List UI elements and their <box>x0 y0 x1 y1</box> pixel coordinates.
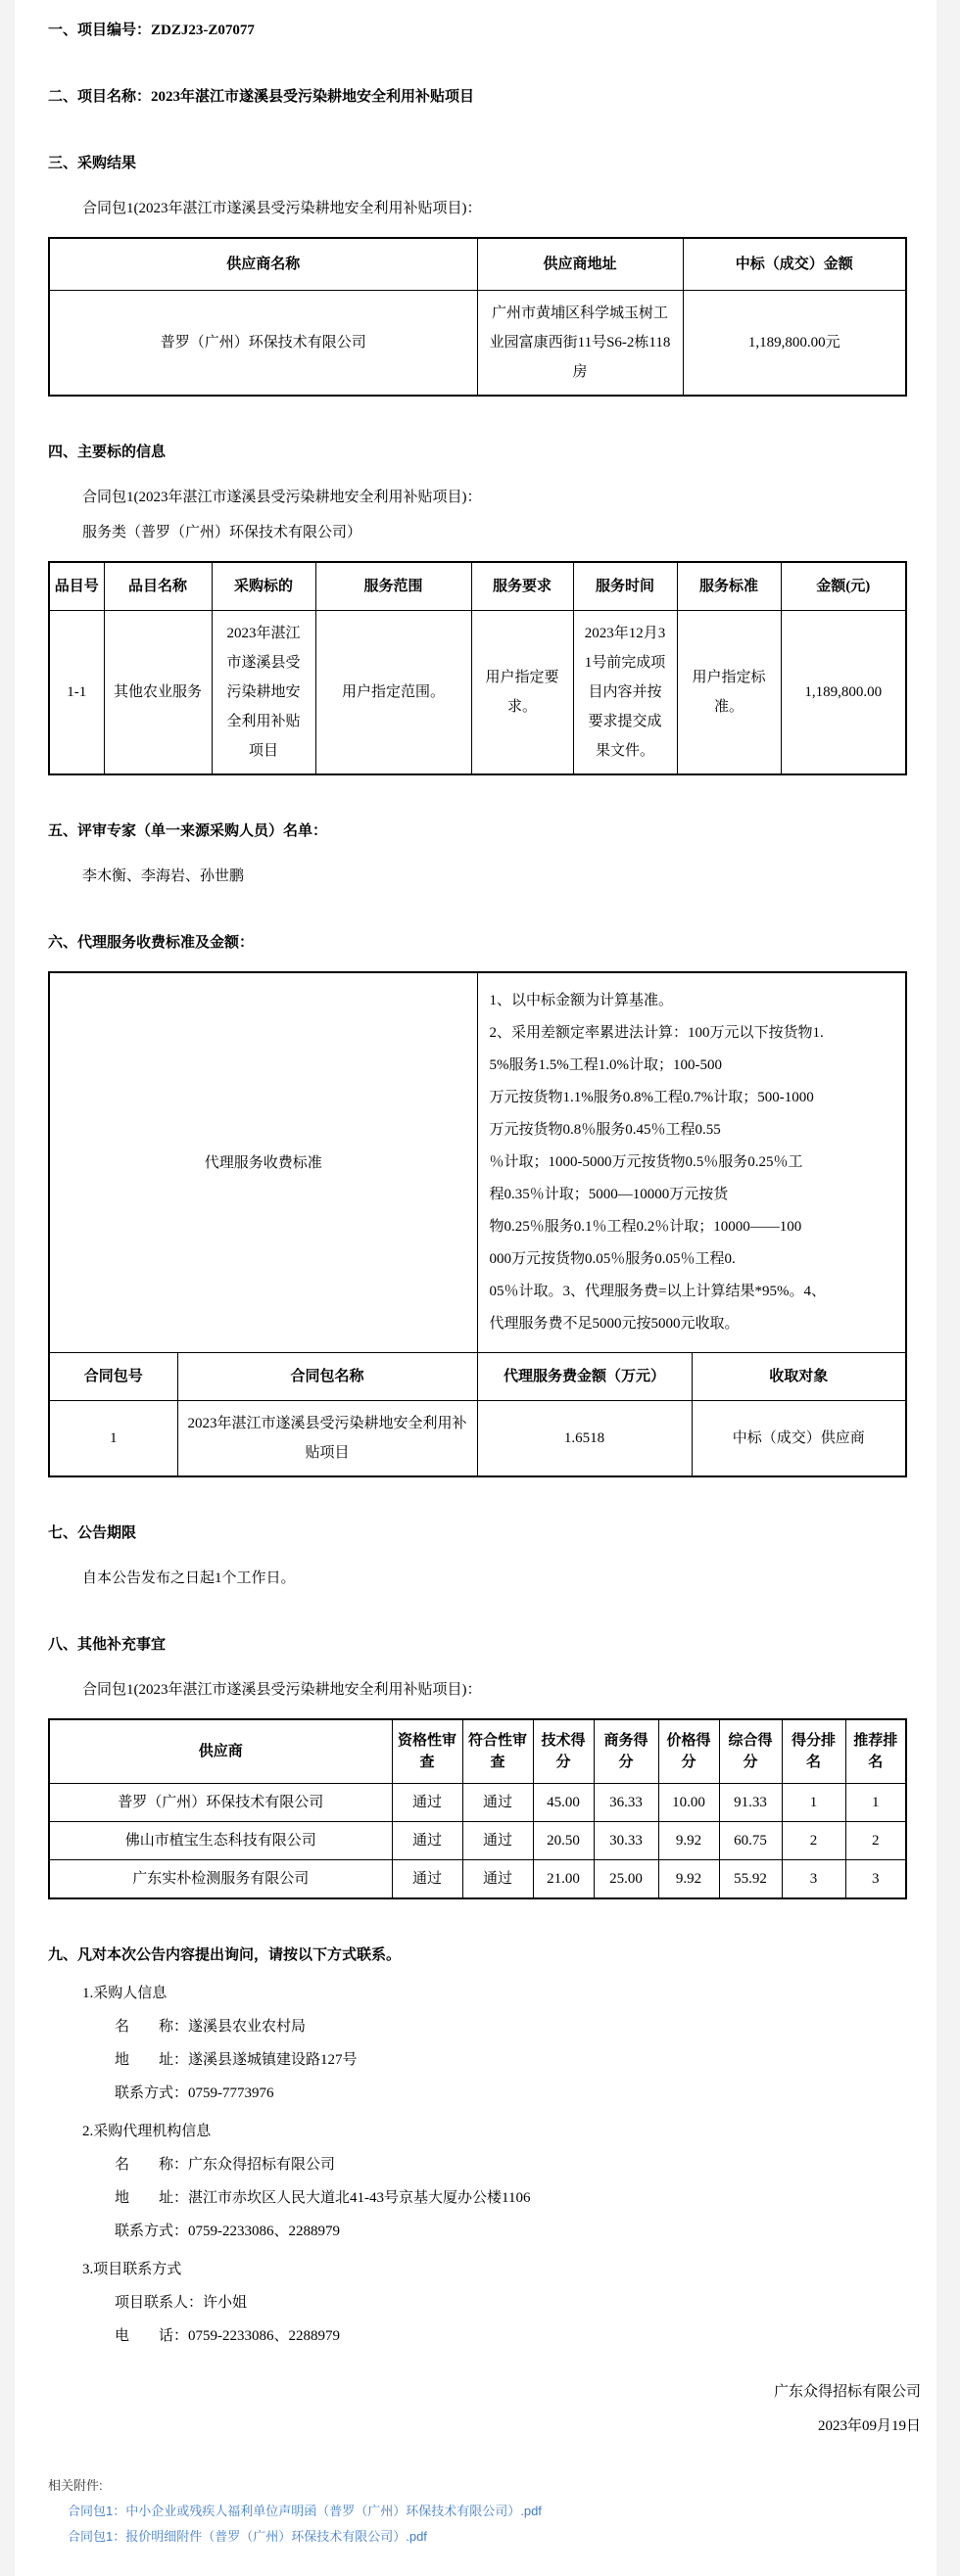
award-amount-cell: 1,189,800.00元 <box>683 291 906 397</box>
business-score-cell: 36.33 <box>594 1784 658 1822</box>
overall-score-cell: 55.92 <box>719 1860 782 1899</box>
fee-standard-line: 代理服务费不足5000元按5000元收取。 <box>489 1316 740 1332</box>
related-attachments-section <box>48 2476 921 2547</box>
supplier-score-table <box>48 1718 907 1899</box>
purchaser-name-value: 遂溪县农业农村局 <box>188 2019 307 2035</box>
qualification-cell: 通过 <box>392 1860 462 1899</box>
business-score-cell: 30.33 <box>594 1822 658 1860</box>
charged-party-cell: 中标（成交）供应商 <box>692 1401 906 1477</box>
price-score-cell: 10.00 <box>658 1784 719 1822</box>
agency-contact-value: 0759-2233086、2288979 <box>188 2224 341 2239</box>
col-header-technical-score: 技术得分 <box>533 1719 594 1784</box>
related-attachments-label: 相关附件: <box>48 2478 103 2493</box>
signature-date: 2023年09月19日 <box>817 2418 921 2434</box>
purchaser-contact-line <box>115 2084 921 2104</box>
table-row <box>49 1784 906 1822</box>
supplier-cell: 普罗（广州）环保技术有限公司 <box>49 1784 392 1822</box>
project-phone-value: 0759-2233086、2288979 <box>188 2328 341 2344</box>
procurement-result-table <box>48 237 907 397</box>
conformity-cell: 通过 <box>462 1860 533 1899</box>
table-row <box>49 1401 906 1477</box>
agency-contact-label: 联系方式： <box>115 2224 189 2239</box>
col-header-service-time: 服务时间 <box>573 562 677 611</box>
recommend-rank-cell: 3 <box>845 1860 906 1899</box>
table-row <box>49 611 906 775</box>
table-header-row <box>49 1353 906 1401</box>
section-5-experts-heading: 五、评审专家（单一来源采购人员）名单： <box>48 823 328 839</box>
agency-address-label: 地 址： <box>115 2190 189 2206</box>
col-header-charged-party: 收取对象 <box>692 1353 906 1401</box>
project-contact-title: 3.项目联系方式 <box>82 2262 182 2277</box>
service-scope-cell: 用户指定范围。 <box>315 611 471 775</box>
col-header-amount: 金额(元) <box>781 562 906 611</box>
section-4-subject-info-heading: 四、主要标的信息 <box>48 445 167 460</box>
col-header-package-no: 合同包号 <box>49 1353 177 1401</box>
section-4-category-line: 服务类（普罗（广州）环保技术有限公司） <box>82 525 362 540</box>
fee-standard-line: 万元按货物1.1%服务0.8%工程0.7%计取；500-1000 <box>489 1090 814 1105</box>
col-header-item-no: 品目号 <box>49 562 104 611</box>
fee-standard-label-cell: 代理服务收费标准 <box>49 972 477 1353</box>
col-header-business-score: 商务得分 <box>594 1719 658 1784</box>
overall-score-cell: 91.33 <box>719 1784 782 1822</box>
project-person-label: 项目联系人： <box>115 2295 204 2311</box>
col-header-service-requirement: 服务要求 <box>471 562 573 611</box>
recommend-rank-cell: 1 <box>845 1784 906 1822</box>
conformity-cell: 通过 <box>462 1822 533 1860</box>
agency-address-value: 湛江市赤坎区人民大道北41-43号京基大厦办公楼1106 <box>188 2190 531 2206</box>
technical-score-cell: 45.00 <box>533 1784 594 1822</box>
item-name-cell: 其他农业服务 <box>104 611 212 775</box>
table-row <box>49 1860 906 1899</box>
col-header-supplier: 供应商 <box>49 1719 392 1784</box>
col-header-overall-score: 综合得分 <box>719 1719 782 1784</box>
col-header-service-standard: 服务标准 <box>677 562 781 611</box>
agency-address-line <box>115 2188 921 2209</box>
supplier-cell: 佛山市植宝生态科技有限公司 <box>49 1822 392 1860</box>
col-header-supplier-address: 供应商地址 <box>477 238 683 291</box>
project-phone-line <box>115 2326 921 2347</box>
section-3-package-line: 合同包1(2023年湛江市遂溪县受污染耕地安全利用补贴项目)： <box>82 201 482 216</box>
technical-score-cell: 20.50 <box>533 1822 594 1860</box>
purchaser-address-value: 遂溪县遂城镇建设路127号 <box>188 2052 358 2068</box>
package-no-cell: 1 <box>49 1401 177 1477</box>
fee-standard-line: 05％计取。3、代理服务费=以上计算结果*95%。4、 <box>489 1284 826 1299</box>
service-standard-cell: 用户指定标准。 <box>677 611 781 775</box>
fee-standard-text-cell <box>477 972 906 1353</box>
col-header-fee-amount: 代理服务费金额（万元） <box>477 1353 692 1401</box>
project-phone-label: 电 话： <box>115 2328 189 2344</box>
section-8-package-line: 合同包1(2023年湛江市遂溪县受污染耕地安全利用补贴项目)： <box>82 1682 482 1698</box>
amount-cell: 1,189,800.00 <box>781 611 906 775</box>
col-header-supplier-name: 供应商名称 <box>49 238 477 291</box>
purchaser-name-label: 名 称： <box>115 2019 189 2035</box>
purchaser-info-title: 1.采购人信息 <box>82 1986 168 2001</box>
package-name-cell: 2023年湛江市遂溪县受污染耕地安全利用补贴项目 <box>177 1401 477 1477</box>
conformity-cell: 通过 <box>462 1784 533 1822</box>
supplier-name-cell: 普罗（广州）环保技术有限公司 <box>49 291 477 397</box>
col-header-recommend-rank: 推荐排名 <box>845 1719 906 1784</box>
experts-names: 李木衡、李海岩、孙世鹏 <box>82 868 245 884</box>
announcement-document <box>15 0 936 2576</box>
fee-standard-line: 程0.35％计取；5000—10000万元按货 <box>489 1187 729 1202</box>
table-header-row <box>49 238 906 291</box>
project-person-value: 许小姐 <box>203 2295 248 2311</box>
agency-name-line <box>115 2155 921 2176</box>
attachment-link-quotation-detail-pdf[interactable]: 合同包1：报价明细附件（普罗（广州）环保技术有限公司）.pdf <box>68 2529 427 2544</box>
price-score-cell: 9.92 <box>658 1822 719 1860</box>
table-header-row <box>49 562 906 611</box>
col-header-score-rank: 得分排名 <box>782 1719 845 1784</box>
col-header-package-name: 合同包名称 <box>177 1353 477 1401</box>
purchaser-address-label: 地 址： <box>115 2052 189 2068</box>
business-score-cell: 25.00 <box>594 1860 658 1899</box>
section-1-project-number-heading: 一、项目编号：ZDZJ23-Z07077 <box>48 23 255 38</box>
table-row <box>49 291 906 397</box>
item-no-cell: 1-1 <box>49 611 104 775</box>
signature-block <box>48 2382 921 2437</box>
fee-standard-line: 2、采用差额定率累进法计算：100万元以下按货物1. <box>489 1025 824 1041</box>
signature-organization: 广东众得招标有限公司 <box>773 2384 921 2400</box>
qualification-cell: 通过 <box>392 1784 462 1822</box>
agency-name-label: 名 称： <box>115 2157 189 2173</box>
agency-contact-line <box>115 2222 921 2242</box>
technical-score-cell: 21.00 <box>533 1860 594 1899</box>
supplier-cell: 广东实朴检测服务有限公司 <box>49 1860 392 1899</box>
fee-standard-line: 1、以中标金额为计算基准。 <box>489 993 674 1008</box>
section-6-agency-fee-heading: 六、代理服务收费标准及金额： <box>48 935 255 951</box>
service-requirement-cell: 用户指定要求。 <box>471 611 573 775</box>
purchaser-name-line <box>115 2017 921 2037</box>
fee-standard-line: 万元按货物0.8％服务0.45％工程0.55 <box>489 1122 721 1138</box>
section-4-package-line: 合同包1(2023年湛江市遂溪县受污染耕地安全利用补贴项目)： <box>82 490 482 505</box>
section-9-contact-heading: 九、凡对本次公告内容提出询问，请按以下方式联系。 <box>48 1947 402 1963</box>
section-2-project-name-heading: 二、项目名称：2023年湛江市遂溪县受污染耕地安全利用补贴项目 <box>48 89 475 105</box>
purchaser-contact-label: 联系方式： <box>115 2085 189 2101</box>
section-7-announcement-period-heading: 七、公告期限 <box>48 1525 137 1541</box>
col-header-conformity-review: 符合性审查 <box>462 1719 533 1784</box>
agency-name-value: 广东众得招标有限公司 <box>188 2157 336 2173</box>
procurement-subject-cell: 2023年湛江市遂溪县受污染耕地安全利用补贴项目 <box>212 611 315 775</box>
supplier-address-cell: 广州市黄埔区科学城玉树工业园富康西街11号S6-2栋118房 <box>477 291 683 397</box>
score-rank-cell: 1 <box>782 1784 845 1822</box>
table-row <box>49 1822 906 1860</box>
fee-amount-cell: 1.6518 <box>477 1401 692 1477</box>
attachment-link-declaration-pdf[interactable]: 合同包1：中小企业或残疾人福利单位声明函（普罗（广州）环保技术有限公司）.pdf <box>68 2504 542 2518</box>
section-8-other-matters-heading: 八、其他补充事宜 <box>48 1637 167 1653</box>
recommend-rank-cell: 2 <box>845 1822 906 1860</box>
score-rank-cell: 3 <box>782 1860 845 1899</box>
price-score-cell: 9.92 <box>658 1860 719 1899</box>
score-rank-cell: 2 <box>782 1822 845 1860</box>
fee-standard-line: 000万元按货物0.05％服务0.05％工程0. <box>489 1251 736 1267</box>
fee-standard-line: ％计取；1000-5000万元按货物0.5％服务0.25％工 <box>489 1154 803 1170</box>
section-3-procurement-result-heading: 三、采购结果 <box>48 156 137 171</box>
announcement-period-text: 自本公告发布之日起1个工作日。 <box>82 1570 296 1586</box>
purchaser-contact-value: 0759-7773976 <box>188 2085 274 2101</box>
agency-fee-table <box>48 971 907 1477</box>
purchaser-address-line <box>115 2050 921 2071</box>
fee-standard-line: 5%服务1.5%工程1.0%计取；100-500 <box>489 1057 722 1073</box>
col-header-service-scope: 服务范围 <box>315 562 471 611</box>
col-header-procurement-subject: 采购标的 <box>212 562 315 611</box>
col-header-award-amount: 中标（成交）金额 <box>683 238 906 291</box>
col-header-qualification-review: 资格性审查 <box>392 1719 462 1784</box>
col-header-item-name: 品目名称 <box>104 562 212 611</box>
subject-info-table <box>48 561 907 775</box>
col-header-price-score: 价格得分 <box>658 1719 719 1784</box>
agency-info-title: 2.采购代理机构信息 <box>82 2124 212 2139</box>
project-person-line <box>115 2293 921 2314</box>
overall-score-cell: 60.75 <box>719 1822 782 1860</box>
qualification-cell: 通过 <box>392 1822 462 1860</box>
fee-standard-row <box>49 972 906 1353</box>
table-header-row <box>49 1719 906 1784</box>
fee-standard-line: 物0.25％服务0.1％工程0.2％计取；10000——100 <box>489 1219 802 1235</box>
service-time-cell: 2023年12月31号前完成项目内容并按要求提交成果文件。 <box>573 611 677 775</box>
